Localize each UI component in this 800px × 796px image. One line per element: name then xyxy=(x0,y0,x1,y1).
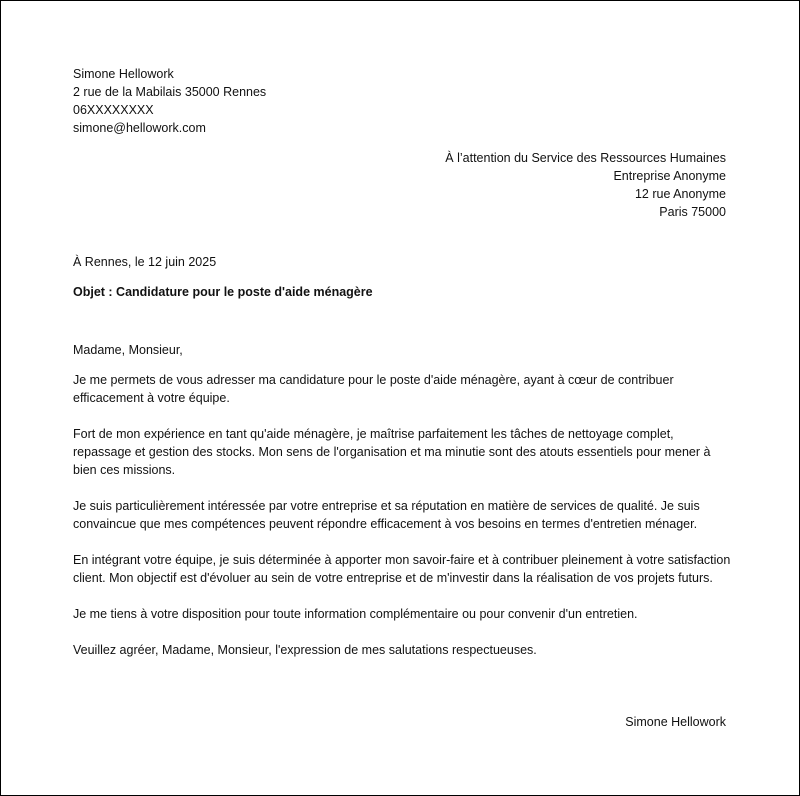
body-paragraph: Je suis particulièrement intéressée par votre entreprise et sa réputation en matière de services de qualité. Je suis convaincue que mes compétences peuvent répondre efficacement à vos besoins en termes d'entretien ménager. xyxy=(73,499,700,531)
recipient-city: Paris 75000 xyxy=(659,205,726,219)
closing-paragraph: Veuillez agréer, Madame, Monsieur, l'expression de mes salutations respectueuses. xyxy=(73,643,537,657)
sender-block xyxy=(73,65,266,137)
letter-body xyxy=(73,341,733,677)
recipient-block xyxy=(445,149,726,221)
letter-signature: Simone Hellowork xyxy=(625,715,726,729)
recipient-attention: À l’attention du Service des Ressources Humaines xyxy=(445,151,726,165)
recipient-street: 12 rue Anonyme xyxy=(634,187,726,201)
sender-email: simone@hellowork.com xyxy=(73,121,206,135)
sender-phone: 06XXXXXXXX xyxy=(73,103,154,117)
sender-name: Simone Hellowork xyxy=(73,67,174,81)
sender-address: 2 rue de la Mabilais 35000 Rennes xyxy=(73,85,267,99)
body-paragraph: Fort de mon expérience en tant qu'aide ménagère, je maîtrise parfaitement les tâches de nettoyage complet, repassage et gestion des stocks. Mon sens de l'organisation et ma minutie sont des atouts essentiels pour mener à bien ces missions. xyxy=(73,427,711,477)
body-paragraph: Je me tiens à votre disposition pour toute information complémentaire ou pour convenir d'un entretien. xyxy=(73,607,638,621)
body-paragraph: En intégrant votre équipe, je suis déterminée à apporter mon savoir-faire et à contribuer pleinement à votre satisfaction client. Mon objectif est d'évoluer au sein de votre entreprise et de m'investir dans la réalisation de vos projets futurs. xyxy=(73,553,731,585)
recipient-company: Entreprise Anonyme xyxy=(613,169,726,183)
letter-greeting: Madame, Monsieur, xyxy=(73,343,183,357)
letter-subject: Objet : Candidature pour le poste d'aide ménagère xyxy=(73,285,373,299)
letter-date: À Rennes, le 12 juin 2025 xyxy=(73,255,217,269)
body-paragraph: Je me permets de vous adresser ma candidature pour le poste d'aide ménagère, ayant à cœur de contribuer efficacement à votre équipe. xyxy=(73,373,674,405)
